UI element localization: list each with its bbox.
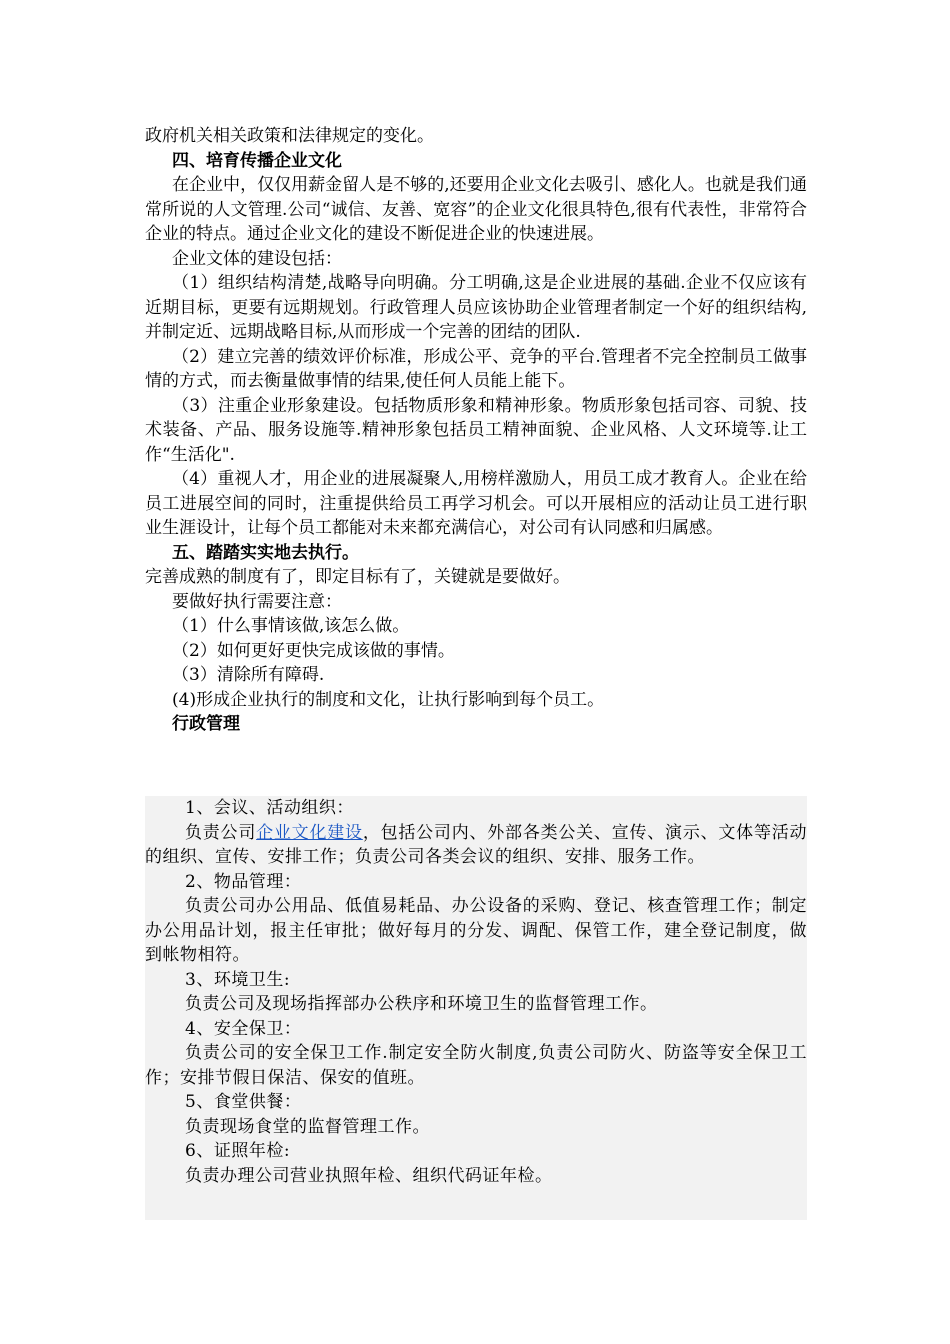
- admin-item-body: [145, 821, 807, 870]
- list-item: （1）组织结构清楚,战略导向明确。分工明确,这是企业进展的基础.企业不仅应该有近期目标，更要有远期规划。行政管理人员应该协助企业管理者制定一个好的组织结构,并制定近、远期战略目标,从而形成一个完善的团结的团队.: [145, 273, 807, 342]
- admin-item-body: 负责现场食堂的监督管理工作。: [185, 1116, 430, 1137]
- admin-item-title: 1、会议、活动组织：: [185, 798, 354, 818]
- admin-item-text: 负责公司: [185, 822, 257, 843]
- section-heading-4: 四、培育传播企业文化: [172, 150, 342, 171]
- admin-item-body: 负责公司的安全保卫工作.制定安全防火制度,负责公司防火、防盗等安全保卫工作；安排节假日保洁、保安的值班。: [145, 1043, 807, 1088]
- paragraph: 在企业中，仅仅用薪金留人是不够的,还要用企业文化去吸引、感化人。也就是我们通常所说的人文管理.公司“诚信、友善、宽容”的企业文化很具特色,很有代表性，非常符合企业的特点。通过企业文化的建设不断促进企业的快速进展。: [145, 175, 807, 244]
- admin-item-title: 5、食堂供餐：: [185, 1092, 302, 1112]
- admin-item-title: 3、环境卫生:: [185, 969, 291, 990]
- admin-item-title: 2、物品管理：: [185, 871, 302, 892]
- admin-item-text: ，包括公司内、外部各类公关、宣传、演示、文体等活动的组织、宣传、安排工作；负责公司各类会议的组织、安排、服务工作。: [145, 822, 808, 867]
- section-heading-5: 五、踏踏实实地去执行。: [172, 542, 359, 563]
- admin-item-body: 负责公司办公用品、低值易耗品、办公设备的采购、登记、核查管理工作；制定办公用品计划，报主任审批；做好每月的分发、调配、保管工作，建全登记制度，做到帐物相符。: [145, 896, 807, 965]
- list-item: （1）什么事情该做,该怎么做。: [172, 616, 410, 636]
- culture-link[interactable]: 企业文化建设: [256, 822, 363, 843]
- admin-item-body: 负责办理公司营业执照年检、组织代码证年检。: [185, 1165, 553, 1186]
- admin-item-body: 负责公司及现场指挥部办公秩序和环境卫生的监督管理工作。: [185, 994, 658, 1014]
- paragraph: 政府机关相关政策和法律规定的变化。: [145, 126, 434, 146]
- paragraph: 企业文体的建设包括：: [172, 248, 342, 269]
- admin-item-title: 6、证照年检:: [185, 1141, 291, 1161]
- list-item: （2）如何更好更快完成该做的事情。: [172, 640, 455, 661]
- list-item: （4）重视人才，用企业的进展凝聚人,用榜样激励人，用员工成才教育人。企业在给员工进展空间的同时，注重提供给员工再学习机会。可以开展相应的活动让员工进行职业生涯设计，让每个员工都能对未来都充满信心，对公司有认同感和归属感。: [145, 469, 807, 538]
- document-body: [145, 124, 807, 737]
- paragraph: 完善成熟的制度有了，即定目标有了，关键就是要做好。: [145, 567, 570, 587]
- paragraph: 要做好执行需要注意：: [172, 591, 342, 612]
- list-item: （3）注重企业形象建设。包括物质形象和精神形象。物质形象包括司容、司貌、技术装备、产品、服务设施等.精神形象包括员工精神面貌、企业风格、人文环境等.让工作“生活化".: [145, 395, 807, 465]
- admin-section: [145, 796, 807, 1220]
- list-item: (4)形成企业执行的制度和文化，让执行影响到每个员工。: [172, 689, 605, 710]
- section-heading-admin: 行政管理: [172, 714, 240, 734]
- list-item: （2）建立完善的绩效评价标准，形成公平、竞争的平台.管理者不完全控制员工做事情的方式，而去衡量做事情的结果,使任何人员能上能下。: [145, 346, 807, 391]
- list-item: （3）清除所有障碍.: [172, 665, 325, 685]
- admin-item-title: 4、安全保卫：: [185, 1018, 302, 1039]
